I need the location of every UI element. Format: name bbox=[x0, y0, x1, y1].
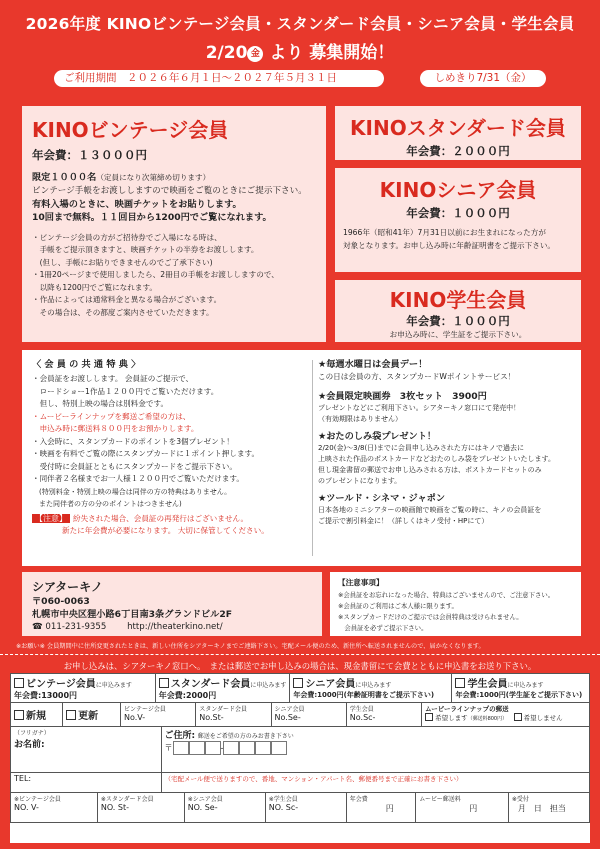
num-student[interactable]: 学生会員 No.Sc- bbox=[346, 703, 421, 727]
caution-line: 【注意】 紛失された場合、会員証の再発行はございません。 bbox=[32, 513, 312, 526]
address-field[interactable]: ご住所: 郵送をご希望の方のみお書き下さい 〒 - bbox=[161, 727, 589, 773]
student-fee: 年会費：１０００円 bbox=[406, 314, 510, 328]
benefit-item: また同伴者の方の分のポイントはつきません) bbox=[32, 500, 182, 508]
benefit-item: ・会員証をお渡しします。 会員証のご提示で、 bbox=[32, 374, 194, 383]
standard-title: KINOスタンダード会員 bbox=[350, 116, 566, 140]
office-student: ※学生会員 NO. Sc- bbox=[265, 793, 346, 823]
benefits-title: 〈 会 員 の 共 通 特 典 〉 bbox=[32, 359, 141, 370]
cut-line bbox=[0, 654, 600, 655]
standard-fee: 年会費：２０００円 bbox=[406, 144, 510, 158]
ticket-set-text: プレゼントなどにご利用下さい。シアターキノ窓口にて発売中！ bbox=[318, 403, 521, 412]
personal-info-table bbox=[10, 726, 590, 793]
student-section bbox=[335, 280, 581, 342]
day-badge: 金 bbox=[247, 46, 263, 62]
tel-field[interactable]: TEL: bbox=[11, 773, 162, 793]
office-vintage: ※ビンテージ会員 NO. V- bbox=[11, 793, 98, 823]
gift-bag-text: 2/20(金)～3/8(日)までに会員申し込みされた方にはキノで過去に bbox=[318, 443, 524, 452]
benefit-item: ・入会時に、スタンプカードのポイントを3個プレゼント！ bbox=[32, 436, 234, 446]
vintage-note: 以降も1200円でご覧になれます。 bbox=[32, 282, 158, 292]
office-standard: ※スタンダード会員 NO. St- bbox=[97, 793, 184, 823]
new-option[interactable]: 新規 bbox=[11, 703, 63, 727]
phone: ☎ 011-231-9355 bbox=[32, 622, 107, 632]
notes-section bbox=[330, 572, 581, 636]
vintage-note: ・作品によっては通常料金と異なる場合がございます。 bbox=[32, 295, 222, 304]
vintage-line: 有料入場のときに、映画チケットをお貼りします。 bbox=[32, 198, 242, 210]
standard-section bbox=[335, 106, 581, 160]
application-form bbox=[10, 673, 590, 843]
cinema-japon-text: ご提示で割引料金に！（詳しくはキノ受付・HPにて） bbox=[318, 516, 489, 525]
name-field[interactable]: （フリガナ） お名前: bbox=[11, 727, 162, 773]
type-vintage[interactable]: ビンテージ会員に申込みます 年会費:13000円 bbox=[11, 674, 156, 703]
renew-option[interactable]: 更新 bbox=[63, 703, 121, 727]
office-reception: ※受付 月 日 担当 bbox=[508, 793, 589, 823]
zip-code: 〒060-0063 bbox=[32, 596, 90, 607]
benefit-item: ロードショー1作品１２００円でご覧いただけます。 bbox=[32, 386, 219, 396]
note-line: ※会員証をお忘れになった場合、特典はございませんので、ご注意下さい。 bbox=[338, 590, 555, 599]
checkbox[interactable] bbox=[159, 678, 169, 688]
senior-title: KINOシニア会員 bbox=[379, 178, 537, 202]
lineup-option: ムービーラインナップの郵送 希望します（郵送料800円） 希望しません bbox=[422, 703, 590, 727]
theater-name: シアターキノ bbox=[32, 580, 103, 594]
vintage-notes bbox=[32, 232, 316, 320]
header-subtitle bbox=[0, 38, 600, 63]
senior-section bbox=[335, 168, 581, 272]
checkbox[interactable] bbox=[425, 713, 433, 721]
caution-line: 新たに年会費が必要になります。 大切に保管してください。 bbox=[62, 526, 269, 535]
type-student[interactable]: 学生会員に申込みます 年会費:1000円(学生証をご提示下さい) bbox=[452, 674, 590, 703]
benefit-item: (特別料金・特別上映の場合は同伴の方の特典はありません。 bbox=[32, 487, 232, 496]
vintage-line: ビンテージ手帳をお渡ししますので映画をご覧のときにご提示下さい。 bbox=[32, 185, 307, 196]
office-fee: 年会費 円 bbox=[346, 793, 415, 823]
senior-line: 1966年（昭和41年）7月31日以前にお生まれになった方が bbox=[343, 228, 546, 237]
vintage-fee: 年会費：１３０００円 bbox=[32, 148, 147, 162]
gift-bag-text: のプレゼントになります。 bbox=[318, 476, 402, 485]
website-link[interactable]: http://theaterkino.net/ bbox=[127, 622, 223, 632]
benefit-item: 申込み時に郵送料８００円をお預かりします。 bbox=[32, 424, 199, 433]
checkbox[interactable] bbox=[14, 710, 24, 720]
benefits-section bbox=[22, 350, 581, 566]
office-senior: ※シニア会員 NO. Se- bbox=[184, 793, 265, 823]
usage-period: ご利用期間 ２０２６年６月１日～２０２７年５月３１日 bbox=[54, 70, 384, 87]
type-senior[interactable]: シニア会員に申込みます 年会費:1000円(年齢証明書をご提示下さい) bbox=[290, 674, 452, 703]
vintage-note: 手帳をご提示頂きますと、映画チケットの半券をお渡しします。 bbox=[32, 245, 259, 254]
start-date: 2/20 bbox=[205, 43, 248, 63]
gift-bag-text: 上映された作品のポストカードなどおたのしみ袋をプレゼントいたします。 bbox=[318, 454, 555, 463]
checkbox[interactable] bbox=[66, 710, 76, 720]
vintage-limit: 限定１０００名（定員になり次第締め切ります） bbox=[32, 172, 211, 183]
wednesday-text: この日は会員の方、スタンプカードWポイントサービス！ bbox=[318, 372, 516, 381]
gift-bag-title: ★おたのしみ袋プレゼント！ bbox=[318, 430, 437, 442]
benefit-item: 但し、特別上映の場合は別料金です。 bbox=[32, 399, 169, 408]
checkbox[interactable] bbox=[14, 678, 24, 688]
header-title: 2026年度 KINOビンテージ会員・スタンダード会員・シニア会員・学生会員 bbox=[25, 15, 575, 33]
office-postage: ムービー郵送料 円 bbox=[416, 793, 509, 823]
notes-title: 【注意事項】 bbox=[338, 578, 384, 587]
cinema-japon-title: ★ツールド・シネマ・ジャポン bbox=[318, 492, 446, 504]
mail-note: （宅配メール便で送りますので、番地、マンション・アパート名、郵便番号まで正確にお書き下さい） bbox=[161, 773, 589, 793]
caution-tag: 【注意】 bbox=[32, 514, 70, 523]
divider bbox=[312, 360, 313, 556]
contact-section bbox=[22, 572, 322, 636]
note-line: 会員証を必ずご提示下さい。 bbox=[338, 623, 428, 632]
benefit-item: ・ムービーラインナップを郵送ご希望の方は、 bbox=[32, 411, 191, 421]
wednesday-title: ★毎週水曜日は会員デー！ bbox=[318, 359, 428, 370]
checkbox[interactable] bbox=[514, 713, 522, 721]
office-use-table bbox=[10, 792, 590, 823]
num-vintage[interactable]: ビンテージ会員 No.V- bbox=[121, 703, 196, 727]
benefit-item: ・映画を有料でご覧の際にスタンプカードに１ポイント押します。 bbox=[32, 449, 260, 458]
address: 札幌市中央区狸小路6丁目南3条グランドビル2F bbox=[32, 609, 233, 620]
vintage-note: (但し、手帳にお貼りできませんのでご了承下さい) bbox=[32, 257, 213, 267]
membership-type-table bbox=[10, 673, 590, 703]
num-standard[interactable]: スタンダード会員 No.St- bbox=[196, 703, 271, 727]
subtitle-rest: より 募集開始！ bbox=[269, 43, 395, 63]
checkbox[interactable] bbox=[293, 678, 303, 688]
vintage-section bbox=[22, 106, 326, 342]
warning-text: ※お願い※ 会員期間中に住所変更されたときは、新しい住所をシアターキノまでご連絡下さい。宅配メール便のため、新住所へ転送されませんので、届かなくなります。 bbox=[16, 643, 485, 650]
student-note: お申込み時に、学生証をご提示下さい。 bbox=[389, 330, 527, 339]
checkbox[interactable] bbox=[455, 678, 465, 688]
vintage-line: 10回まで無料。１１回目から1200円でご覧になれます。 bbox=[32, 211, 272, 223]
vintage-note: ・ビンテージ会員の方がご招待券でご入場になる時は、 bbox=[32, 232, 222, 242]
senior-line: 対象となります。お申し込み時に年齢証明書をご提示下さい。 bbox=[343, 240, 556, 250]
vintage-note: ・1冊20ページまで使用しましたら、2冊目の手帳をお渡ししますので、 bbox=[32, 270, 279, 279]
vintage-note: その場合は、その都度ご案内させていただきます。 bbox=[32, 307, 214, 317]
senior-fee: 年会費：１０００円 bbox=[406, 206, 510, 220]
ticket-set-text: （有効期限はありません） bbox=[318, 414, 402, 423]
member-number-table bbox=[10, 702, 590, 727]
ticket-set-title: ★会員限定映画券 3枚セット 3900円 bbox=[318, 390, 487, 402]
student-title: KINO学生会員 bbox=[389, 288, 527, 312]
type-standard[interactable]: スタンダード会員に申込みます 年会費:2000円 bbox=[155, 674, 290, 703]
deadline: しめきり7/31（金） bbox=[420, 70, 546, 87]
extra-benefits bbox=[318, 358, 576, 527]
vintage-title: KINOビンテージ会員 bbox=[32, 118, 229, 142]
num-senior[interactable]: シニア会員 No.Se- bbox=[271, 703, 346, 727]
note-line: ※会員証のご利用はご本人様に限ります。 bbox=[338, 601, 458, 610]
note-line: ※スタンプカードだけのご提示では会員特典は受けられません。 bbox=[338, 612, 523, 621]
application-info: お申し込みは、シアターキノ窓口へ。 または郵送でお申し込みの場合は、現金書留にて会費とともに申込書をお送り下さい。 bbox=[63, 661, 537, 671]
common-benefits bbox=[32, 358, 312, 538]
gift-bag-text: 但し現金書留の郵送でお申し込みされる方は、ポストカードセットのみ bbox=[318, 465, 542, 474]
cinema-japon-text: 日本各地のミニシアターの映画館で映画をご覧の時に、キノの会員証を bbox=[318, 505, 542, 514]
benefit-item: 受付時に会員証とともにスタンプカードをご提示下さい。 bbox=[32, 461, 237, 471]
benefit-item: ・同伴者２名様までお一人様１２００円でご覧いただけます。 bbox=[32, 474, 245, 483]
contact-line bbox=[32, 621, 312, 634]
